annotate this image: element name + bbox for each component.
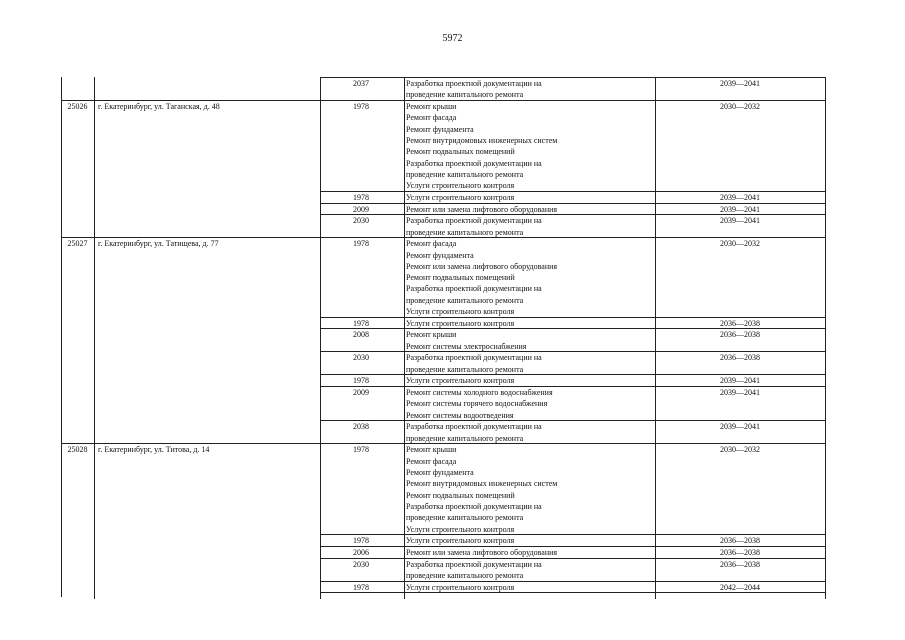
period-cell: 2039—2041 xyxy=(720,376,760,386)
building-number: 25026 xyxy=(67,102,88,111)
work-item: проведение капитального ремонта xyxy=(406,364,524,374)
year-cell: 2030 xyxy=(353,216,369,226)
year-cell: 2009 xyxy=(353,388,369,398)
period-cell: 2039—2041 xyxy=(720,216,760,226)
column-divider-address xyxy=(94,77,95,599)
period-cell: 2039—2041 xyxy=(720,79,760,88)
work-item: Ремонт внутридомовых инженерных систем xyxy=(406,135,558,145)
work-item: проведение капитального ремонта xyxy=(406,295,524,305)
work-item: Ремонт системы холодного водоснабжения xyxy=(406,388,553,398)
work-item: Ремонт фундамента xyxy=(406,468,474,477)
work-item: Ремонт или замена лифтового оборудования xyxy=(406,547,558,557)
work-item: Разработка проектной документации на xyxy=(406,422,542,432)
work-item: Услуги строительного контроля xyxy=(406,524,515,534)
period-cell: 2030—2032 xyxy=(720,102,760,111)
work-item: Ремонт подвальных помещений xyxy=(406,147,515,157)
table-border-top xyxy=(320,77,826,78)
year-cell: 2006 xyxy=(353,547,369,557)
year-cell: 2030 xyxy=(353,559,369,569)
work-item: Услуги строительного контроля xyxy=(406,582,515,592)
work-item: Разработка проектной документации на xyxy=(406,79,542,88)
work-item: Разработка проектной документации на xyxy=(406,158,542,168)
period-cell: 2036—2038 xyxy=(720,536,760,546)
work-item: Услуги строительного контроля xyxy=(406,307,515,316)
building-number: 25028 xyxy=(67,445,88,455)
work-item: Ремонт фасада xyxy=(406,239,457,249)
year-cell: 1978 xyxy=(353,102,369,111)
period-cell: 2036—2038 xyxy=(720,318,760,328)
capital-repair-table xyxy=(61,77,826,599)
work-item: Ремонт системы электроснабжения xyxy=(406,341,527,351)
year-cell: 1978 xyxy=(353,582,369,592)
page-number: 5972 xyxy=(442,33,463,44)
work-item: Ремонт фундамента xyxy=(406,250,474,260)
work-item: Ремонт внутридомовых инженерных систем xyxy=(406,479,558,489)
work-item: Ремонт системы горячего водоснабжения xyxy=(406,399,548,409)
building-address: г. Екатеринбург, ул. Татищева, д. 77 xyxy=(98,239,219,249)
building-address: г. Екатеринбург, ул. Титова, д. 14 xyxy=(98,445,210,455)
column-divider-works xyxy=(404,77,405,599)
work-item: Ремонт подвальных помещений xyxy=(406,490,515,500)
year-cell: 2038 xyxy=(353,422,369,432)
year-cell: 1978 xyxy=(353,445,369,455)
work-item: Разработка проектной документации на xyxy=(406,501,542,511)
work-item: Услуги строительного контроля xyxy=(406,192,515,202)
building-address: г. Екатеринбург, ул. Таганская, д. 48 xyxy=(98,102,220,111)
work-item: Разработка проектной документации на xyxy=(406,559,542,569)
year-cell: 1978 xyxy=(353,239,369,249)
work-item: проведение капитального ремонта xyxy=(406,169,524,179)
period-cell: 2036—2038 xyxy=(720,559,760,569)
table-border-bottom xyxy=(320,592,826,593)
work-item: Ремонт или замена лифтового оборудования xyxy=(406,261,558,271)
work-item: проведение капитального ремонта xyxy=(406,433,524,443)
year-cell: 1978 xyxy=(353,536,369,546)
period-cell: 2030—2032 xyxy=(720,239,760,249)
work-item: Ремонт или замена лифтового оборудования xyxy=(406,204,558,214)
work-item: проведение капитального ремонта xyxy=(406,513,524,523)
work-item: Разработка проектной документации на xyxy=(406,353,542,363)
year-cell: 1978 xyxy=(353,318,369,328)
work-item: Ремонт подвальных помещений xyxy=(406,273,515,283)
work-item: Разработка проектной документации на xyxy=(406,216,542,226)
year-cell: 2030 xyxy=(353,353,369,363)
table-border-right xyxy=(825,77,826,599)
year-cell: 2009 xyxy=(353,204,369,214)
work-item: проведение капитального ремонта xyxy=(406,570,524,580)
work-item: Ремонт фасада xyxy=(406,113,457,123)
work-item: Ремонт крыши xyxy=(406,330,457,340)
work-item: Ремонт фундамента xyxy=(406,124,474,134)
period-cell: 2039—2041 xyxy=(720,204,760,214)
work-item: Услуги строительного контроля xyxy=(406,181,515,191)
work-item: Ремонт фасада xyxy=(406,456,457,466)
year-cell: 2008 xyxy=(353,330,369,340)
period-cell: 2036—2038 xyxy=(720,330,760,340)
year-cell: 1978 xyxy=(353,376,369,386)
period-cell: 2030—2032 xyxy=(720,445,760,455)
period-cell: 2039—2041 xyxy=(720,388,760,398)
period-cell: 2039—2041 xyxy=(720,422,760,432)
year-cell: 1978 xyxy=(353,192,369,202)
building-number: 25027 xyxy=(67,239,88,249)
work-item: Ремонт крыши xyxy=(406,445,457,455)
work-item: проведение капитального ремонта xyxy=(406,90,524,100)
work-item: проведение капитального ремонта xyxy=(406,227,524,237)
table-border-left xyxy=(61,77,62,597)
work-item: Услуги строительного контроля xyxy=(406,536,515,546)
work-item: Услуги строительного контроля xyxy=(406,376,515,386)
work-item: Ремонт системы водоотведения xyxy=(406,410,514,420)
year-cell: 2037 xyxy=(353,79,369,88)
period-cell: 2039—2041 xyxy=(720,192,760,202)
work-item: Ремонт крыши xyxy=(406,102,457,111)
period-cell: 2042—2044 xyxy=(720,582,760,592)
work-item: Услуги строительного контроля xyxy=(406,318,515,328)
period-cell: 2036—2038 xyxy=(720,547,760,557)
period-cell: 2036—2038 xyxy=(720,353,760,363)
work-item: Разработка проектной документации на xyxy=(406,284,542,294)
